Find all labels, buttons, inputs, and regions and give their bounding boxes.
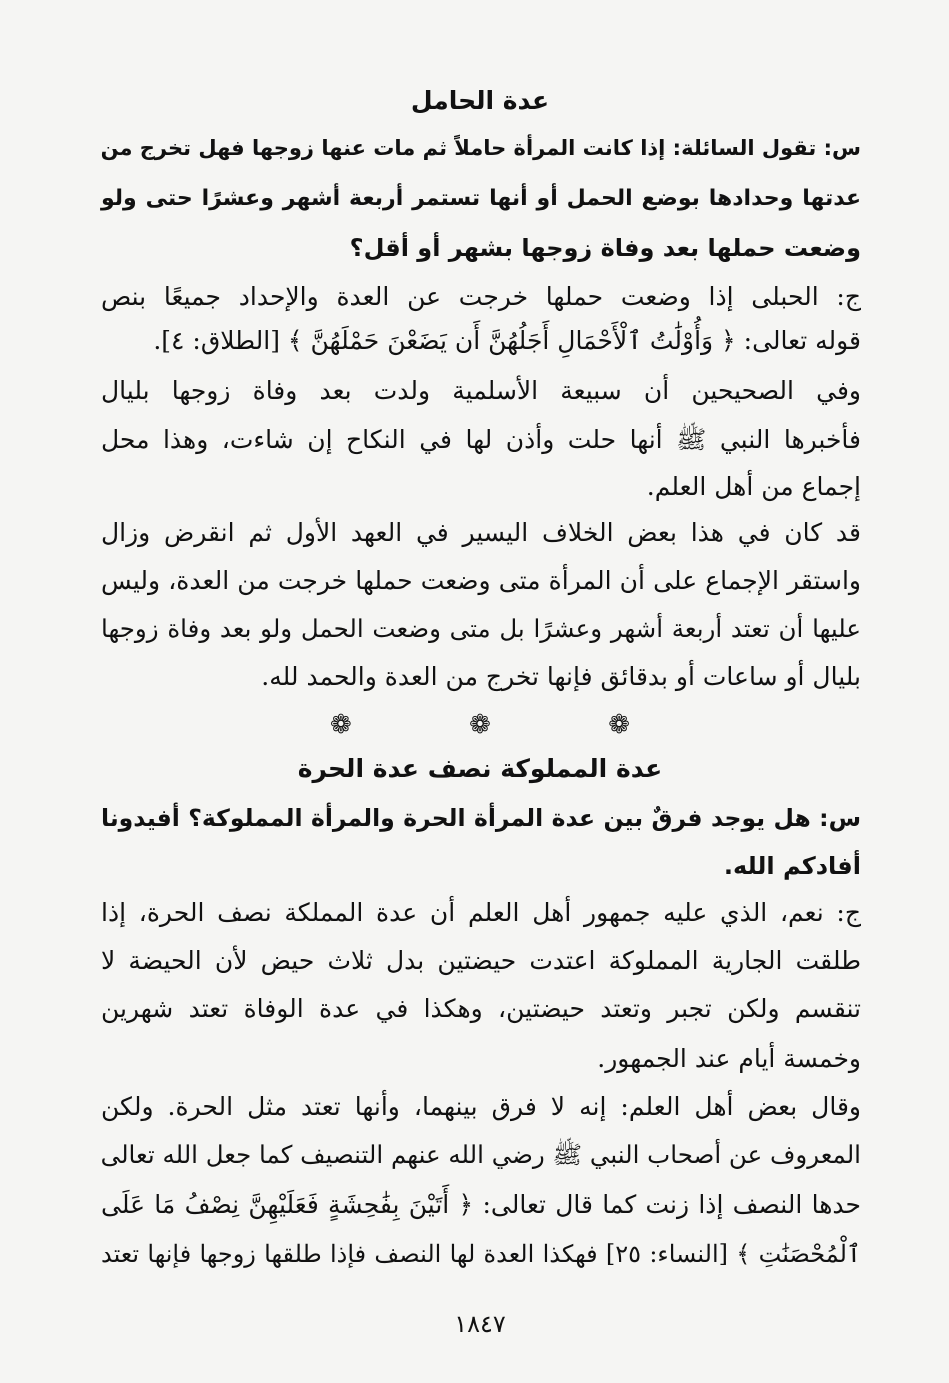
answer-line: قد كان في هذا بعض الخلاف اليسير في العهد الأول ثم انقرض وزال: [101, 518, 861, 547]
answer-line: تنقسم ولكن تجبر وتعتد حيضتين، وهكذا في عدة الوفاة تعتد شهرين: [101, 994, 861, 1023]
question-line: عدتها وحدادها بوضع الحمل أو أنها تستمر أربعة أشهر وعشرًا حتى ولو: [101, 186, 861, 211]
question-line: وضعت حملها بعد وفاة زوجها بشهر أو أقل؟: [349, 234, 861, 262]
section-title-slave-waiting-period: عدة المملوكة نصف عدة الحرة: [297, 754, 663, 783]
answer-line-quran-verse: قوله تعالى: ﴿ وَأُوْلَٰتُ ٱلْأَحْمَالِ أَجَلُهُنَّ أَن يَضَعْنَ حَمْلَهُنَّ ﴾ [الطلاق: ٤].: [153, 326, 861, 355]
answer-line: وفي الصحيحين أن سبيعة الأسلمية ولدت بعد وفاة زوجها بليال: [101, 376, 861, 405]
answer-line: إجماع من أهل العلم.: [646, 472, 861, 501]
answer-line: بليال أو ساعات أو بدقائق فإنها تخرج من العدة والحمد لله.: [261, 662, 861, 691]
question-line: س: تقول السائلة: إذا كانت المرأة حاملاً ثم مات عنها زوجها فهل تخرج من: [100, 136, 861, 160]
answer-line: واستقر الإجماع على أن المرأة متى وضعت حملها خرجت من العدة، وليس: [101, 566, 861, 595]
page-number: ١٨٤٧: [454, 1310, 506, 1338]
flower-ornament-icon: ❁: [608, 710, 630, 740]
answer-line-quran-verse: ٱلْمُحْصَنَٰتِ ﴾ [النساء: ٢٥] فهكذا العدة لها النصف فإذا طلقها زوجها فإنها تعتد: [101, 1240, 861, 1268]
answer-line: ج: الحبلى إذا وضعت حملها خرجت عن العدة والإحداد جميعًا بنص: [101, 282, 861, 311]
flower-ornament-icon: ❁: [330, 710, 352, 740]
question-line: س: هل يوجد فرقٌ بين عدة المرأة الحرة والمرأة المملوكة؟ أفيدونا: [101, 804, 861, 832]
answer-line: فأخبرها النبي ﷺ أنها حلت وأذن لها في النكاح إن شاءت، وهذا محل: [101, 425, 861, 454]
answer-line: عليها أن تعتد أربعة أشهر وعشرًا بل متى وضعت الحمل ولو بعد وفاة زوجها: [101, 614, 861, 643]
answer-line: المعروف عن أصحاب النبي ﷺ رضي الله عنهم التنصيف كما جعل الله تعالى: [100, 1140, 861, 1169]
question-line: أفادكم الله.: [723, 852, 861, 880]
answer-line: طلقت الجارية المملوكة اعتدت حيضتين بدل ثلاث حيض لأن الحيضة لا: [101, 946, 861, 975]
answer-line: ج: نعم، الذي عليه جمهور أهل العلم أن عدة المملكة نصف الحرة، إذا: [101, 898, 861, 927]
section-separator: [330, 710, 630, 740]
flower-ornament-icon: ❁: [469, 710, 491, 740]
answer-line: وقال بعض أهل العلم: إنه لا فرق بينهما، وأنها تعتد مثل الحرة. ولكن: [101, 1092, 861, 1121]
answer-line: وخمسة أيام عند الجمهور.: [597, 1044, 861, 1073]
section-title-pregnant-waiting-period: عدة الحامل: [410, 86, 550, 115]
answer-line-quran-verse: حدها النصف إذا زنت كما قال تعالى: ﴿ أَتَيْنَ بِفَٰحِشَةٍ فَعَلَيْهِنَّ نِصْفُ مَا عَلَى: [101, 1190, 861, 1219]
